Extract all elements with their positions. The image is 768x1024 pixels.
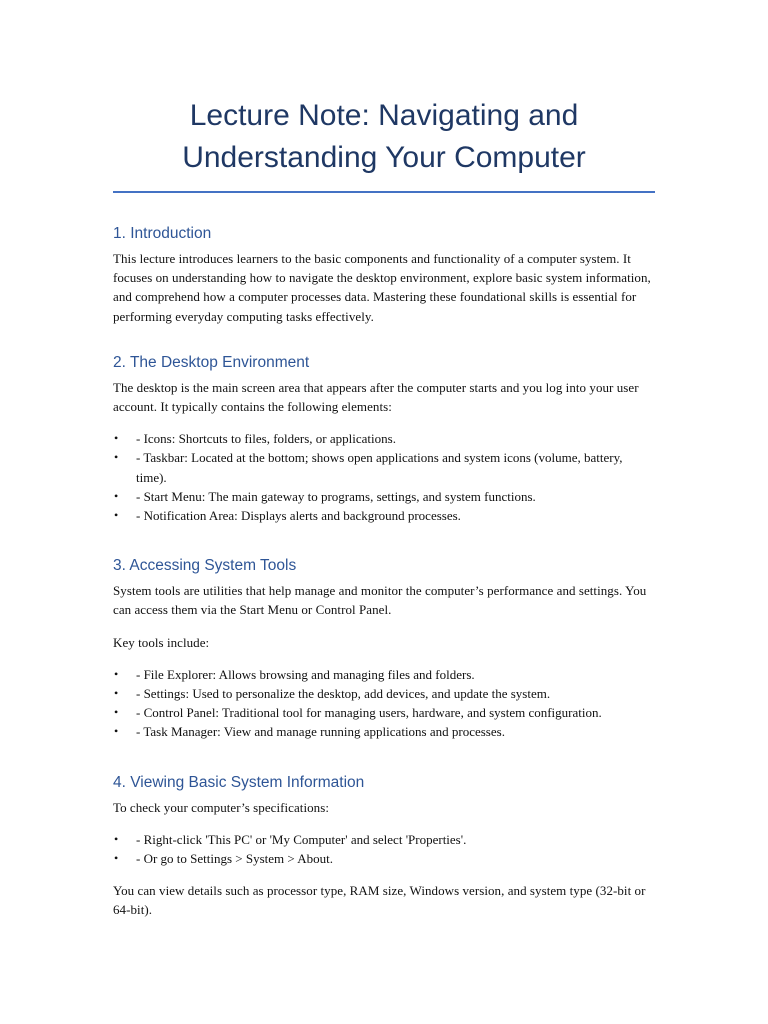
list-item-text: - Notification Area: Displays alerts and background processes. xyxy=(136,508,461,524)
paragraph: This lecture introduces learners to the basic components and functionality of a computer system. It focuses on understanding how to navigate the desktop environment, explore basic system information, and comprehend how a computer processes data. Mastering these foundational skills is essential for performing everyday computing tasks effectively. xyxy=(113,251,651,324)
bullet-list xyxy=(113,830,655,868)
title-divider xyxy=(113,191,655,193)
list-item xyxy=(113,665,655,684)
paragraph: The desktop is the main screen area that appears after the computer starts and you log into your user account. It typically contains the following elements: xyxy=(113,379,639,415)
list-item-text: - Right-click 'This PC' or 'My Computer' and select 'Properties'. xyxy=(136,831,467,847)
section-heading: 1. Introduction xyxy=(113,225,212,242)
list-item xyxy=(113,487,655,506)
list-item-text: - Control Panel: Traditional tool for managing users, hardware, and system configuration. xyxy=(136,705,602,721)
section-heading: 2. The Desktop Environment xyxy=(113,353,310,371)
bullet-icon: • xyxy=(114,705,119,720)
bullet-icon: • xyxy=(114,851,119,866)
bullet-icon: • xyxy=(114,508,119,523)
paragraph: Key tools include: xyxy=(113,634,210,650)
bullet-icon: • xyxy=(114,450,119,465)
list-item-text: - Or go to Settings > System > About. xyxy=(136,851,334,867)
section-system-tools xyxy=(113,556,655,741)
bullet-icon: • xyxy=(114,831,119,846)
list-item xyxy=(113,684,655,703)
list-item xyxy=(113,429,655,448)
bullet-icon: • xyxy=(114,686,119,701)
bullet-icon: • xyxy=(114,488,119,503)
bullet-icon: • xyxy=(114,666,119,681)
list-item-text: - Task Manager: View and manage running applications and processes. xyxy=(136,724,505,740)
list-item-text: - Icons: Shortcuts to files, folders, or applications. xyxy=(136,431,396,447)
section-introduction xyxy=(113,224,655,326)
list-item xyxy=(113,703,655,722)
list-item xyxy=(113,506,655,525)
list-item xyxy=(113,722,655,741)
list-item-text: - Start Menu: The main gateway to programs, settings, and system functions. xyxy=(136,488,536,504)
list-item xyxy=(113,849,655,868)
list-item-text: - File Explorer: Allows browsing and managing files and folders. xyxy=(136,666,475,682)
bullet-list xyxy=(113,665,655,742)
bullet-icon: • xyxy=(114,431,119,446)
document-title: Lecture Note: Navigating and Understanding Your Computer xyxy=(182,99,586,174)
bullet-list xyxy=(113,429,655,525)
list-item-text: - Settings: Used to personalize the desktop, add devices, and update the system. xyxy=(136,686,551,702)
paragraph: To check your computer’s specifications: xyxy=(113,799,330,815)
list-item xyxy=(113,448,655,486)
bullet-icon: • xyxy=(114,724,119,739)
section-heading: 3. Accessing System Tools xyxy=(113,557,297,575)
paragraph: System tools are utilities that help manage and monitor the computer’s performance and settings. You can access them via the Start Menu or Control Panel. xyxy=(113,583,647,618)
section-system-information xyxy=(113,773,655,920)
paragraph: You can view details such as processor type, RAM size, Windows version, and system type (32-bit or 64-bit). xyxy=(113,883,646,918)
list-item-text: - Taskbar: Located at the bottom; shows open applications and system icons (volume, battery, time). xyxy=(136,450,623,485)
section-heading: 4. Viewing Basic System Information xyxy=(113,773,365,791)
section-desktop-environment xyxy=(113,353,655,525)
list-item xyxy=(113,830,655,849)
